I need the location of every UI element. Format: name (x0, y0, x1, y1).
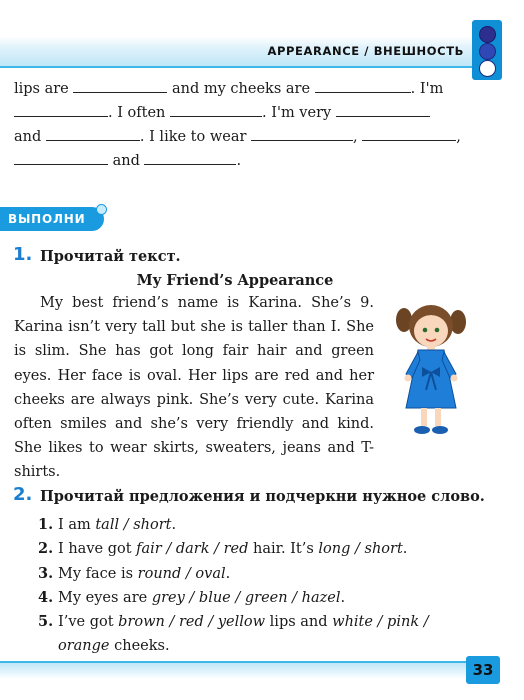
badge-dot (96, 204, 107, 215)
fill-line-2: . I often . I'm very (14, 104, 430, 121)
fill-line-3: and . I like to wear , , (14, 129, 461, 145)
list-item: 4. My eyes are grey / blue / green / hazel. (38, 588, 346, 606)
footer-band (0, 663, 472, 679)
header-divider (0, 66, 472, 68)
story-text: My best friend’s name is Karina. She’s 9. Karina isn’t very tall but she is taller than I. She is slim. She has got long fair hair and green eyes. Her face is oval. Her lips are red and her cheeks are always pink. She’s very cute. Karina often smiles and she’s very friendly and kind. She likes to wear skirts, sweaters, jeans and T-shirts. (14, 295, 374, 481)
task-2-number: 2. (13, 484, 33, 505)
task-2-instruction: Прочитай предложения и подчеркни нужное слово. (40, 488, 485, 505)
tab-dot-1 (479, 26, 496, 43)
section-tab (472, 20, 502, 80)
list-item-continuation: orange cheeks. (58, 638, 170, 655)
dress (406, 350, 456, 408)
list-item: 5. I’ve got brown / red / yellow lips and white / pink / (38, 613, 429, 631)
girl-illustration (392, 300, 472, 440)
page-header-title: APPEARANCE / ВНЕШНОСТЬ (267, 44, 464, 58)
blank[interactable] (14, 104, 108, 117)
face (414, 315, 448, 347)
blank[interactable] (315, 80, 411, 93)
do-it-badge: ВЫПОЛНИ (0, 207, 104, 231)
fill-line-4: and . (14, 152, 241, 169)
blank[interactable] (251, 128, 353, 141)
fill-line-1: lips are and my cheeks are . I'm (14, 81, 444, 97)
story-title: My Friend’s Appearance (136, 272, 334, 289)
task-1-number: 1. (13, 244, 33, 265)
blank[interactable] (73, 80, 167, 93)
eye-left (423, 328, 428, 333)
shoe-right (432, 426, 448, 434)
list-item: 3. My face is round / oval. (38, 564, 231, 582)
blank[interactable] (14, 152, 108, 165)
tab-dot-2 (479, 43, 496, 60)
blank[interactable] (46, 128, 140, 141)
shoe-left (414, 426, 430, 434)
tab-dot-3 (479, 60, 496, 77)
task-2-list (38, 513, 458, 659)
blank[interactable] (336, 104, 430, 117)
blank[interactable] (362, 128, 456, 141)
list-item: 2. I have got fair / dark / red hair. It’s long / short. (38, 540, 408, 558)
blank[interactable] (170, 104, 262, 117)
eye-right (435, 328, 440, 333)
page-number: 33 (466, 656, 500, 684)
blank[interactable] (144, 152, 236, 165)
task-1-instruction: Прочитай текст. (40, 248, 181, 265)
list-item: 1. I am tall / short. (38, 516, 177, 533)
